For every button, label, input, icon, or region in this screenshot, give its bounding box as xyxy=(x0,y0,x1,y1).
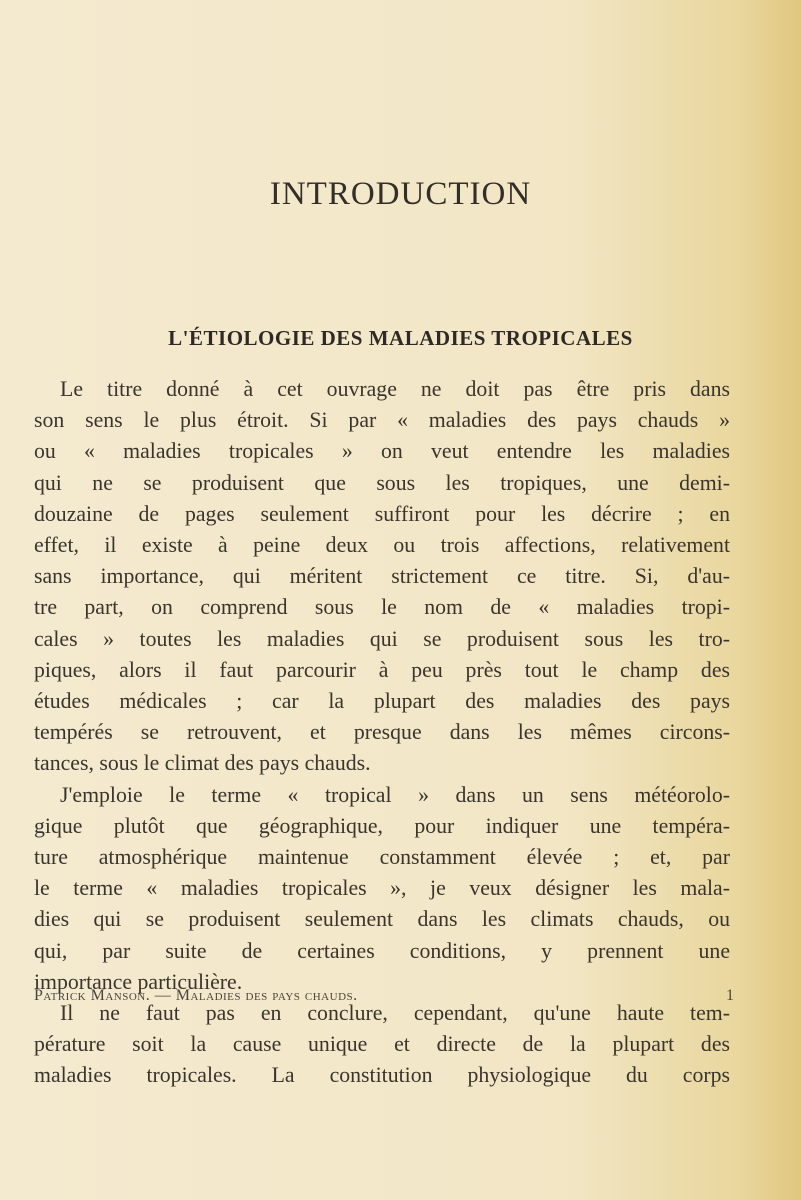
text-line: effet, il existe à peine deux ou trois affections, relativement xyxy=(34,533,730,558)
text-line: le terme « maladies tropicales », je veux désigner les mala- xyxy=(34,876,730,901)
text-line: ture atmosphérique maintenue constamment élevée ; et, par xyxy=(34,845,730,870)
text-line: qui ne se produisent que sous les tropiques, une demi- xyxy=(34,470,730,495)
page-number: 1 xyxy=(726,987,734,1004)
text-line: tances, sous le climat des pays chauds. xyxy=(34,751,371,776)
text-line: J'emploie le terme « tropical » dans un sens météorolo- xyxy=(60,782,730,807)
text-line: piques, alors il faut parcourir à peu près tout le champ des xyxy=(34,657,730,682)
text-line: dies qui se produisent seulement dans les climats chauds, ou xyxy=(34,907,730,932)
text-line: qui, par suite de certaines conditions, y prennent une xyxy=(34,938,730,963)
text-line: douzaine de pages seulement suffiront pour les décrire ; en xyxy=(34,501,730,526)
text-line: ou « maladies tropicales » on veut entendre les maladies xyxy=(34,439,730,464)
text-line: gique plutôt que géographique, pour indiquer une tempéra- xyxy=(34,813,730,838)
text-line: importance particulière. xyxy=(34,969,243,994)
text-line: tempérés se retrouvent, et presque dans les mêmes circons- xyxy=(34,720,730,745)
text-line: études médicales ; car la plupart des maladies des pays xyxy=(34,689,730,714)
text-line: sans importance, qui méritent strictement ce titre. Si, d'au- xyxy=(34,564,730,589)
text-line: pérature soit la cause unique et directe de la plupart des xyxy=(34,1032,730,1057)
text-line: cales » toutes les maladies qui se produisent sous les tro- xyxy=(34,626,730,651)
text-line: Il ne faut pas en conclure, cependant, qu'une haute tem- xyxy=(60,1001,730,1026)
text-line: tre part, on comprend sous le nom de « maladies tropi- xyxy=(34,595,730,620)
body-text xyxy=(34,374,730,1092)
running-head: Patrick Manson. — Maladies des pays chauds. xyxy=(34,987,358,1004)
chapter-title: INTRODUCTION xyxy=(269,176,532,212)
text-line: maladies tropicales. La constitution physiologique du corps xyxy=(34,1063,730,1088)
section-heading: L'ÉTIOLOGIE DES MALADIES TROPICALES xyxy=(168,326,633,350)
text-line: son sens le plus étroit. Si par « maladies des pays chauds » xyxy=(34,408,730,433)
page-footer xyxy=(34,987,734,1005)
text-line: Le titre donné à cet ouvrage ne doit pas être pris dans xyxy=(60,377,730,401)
